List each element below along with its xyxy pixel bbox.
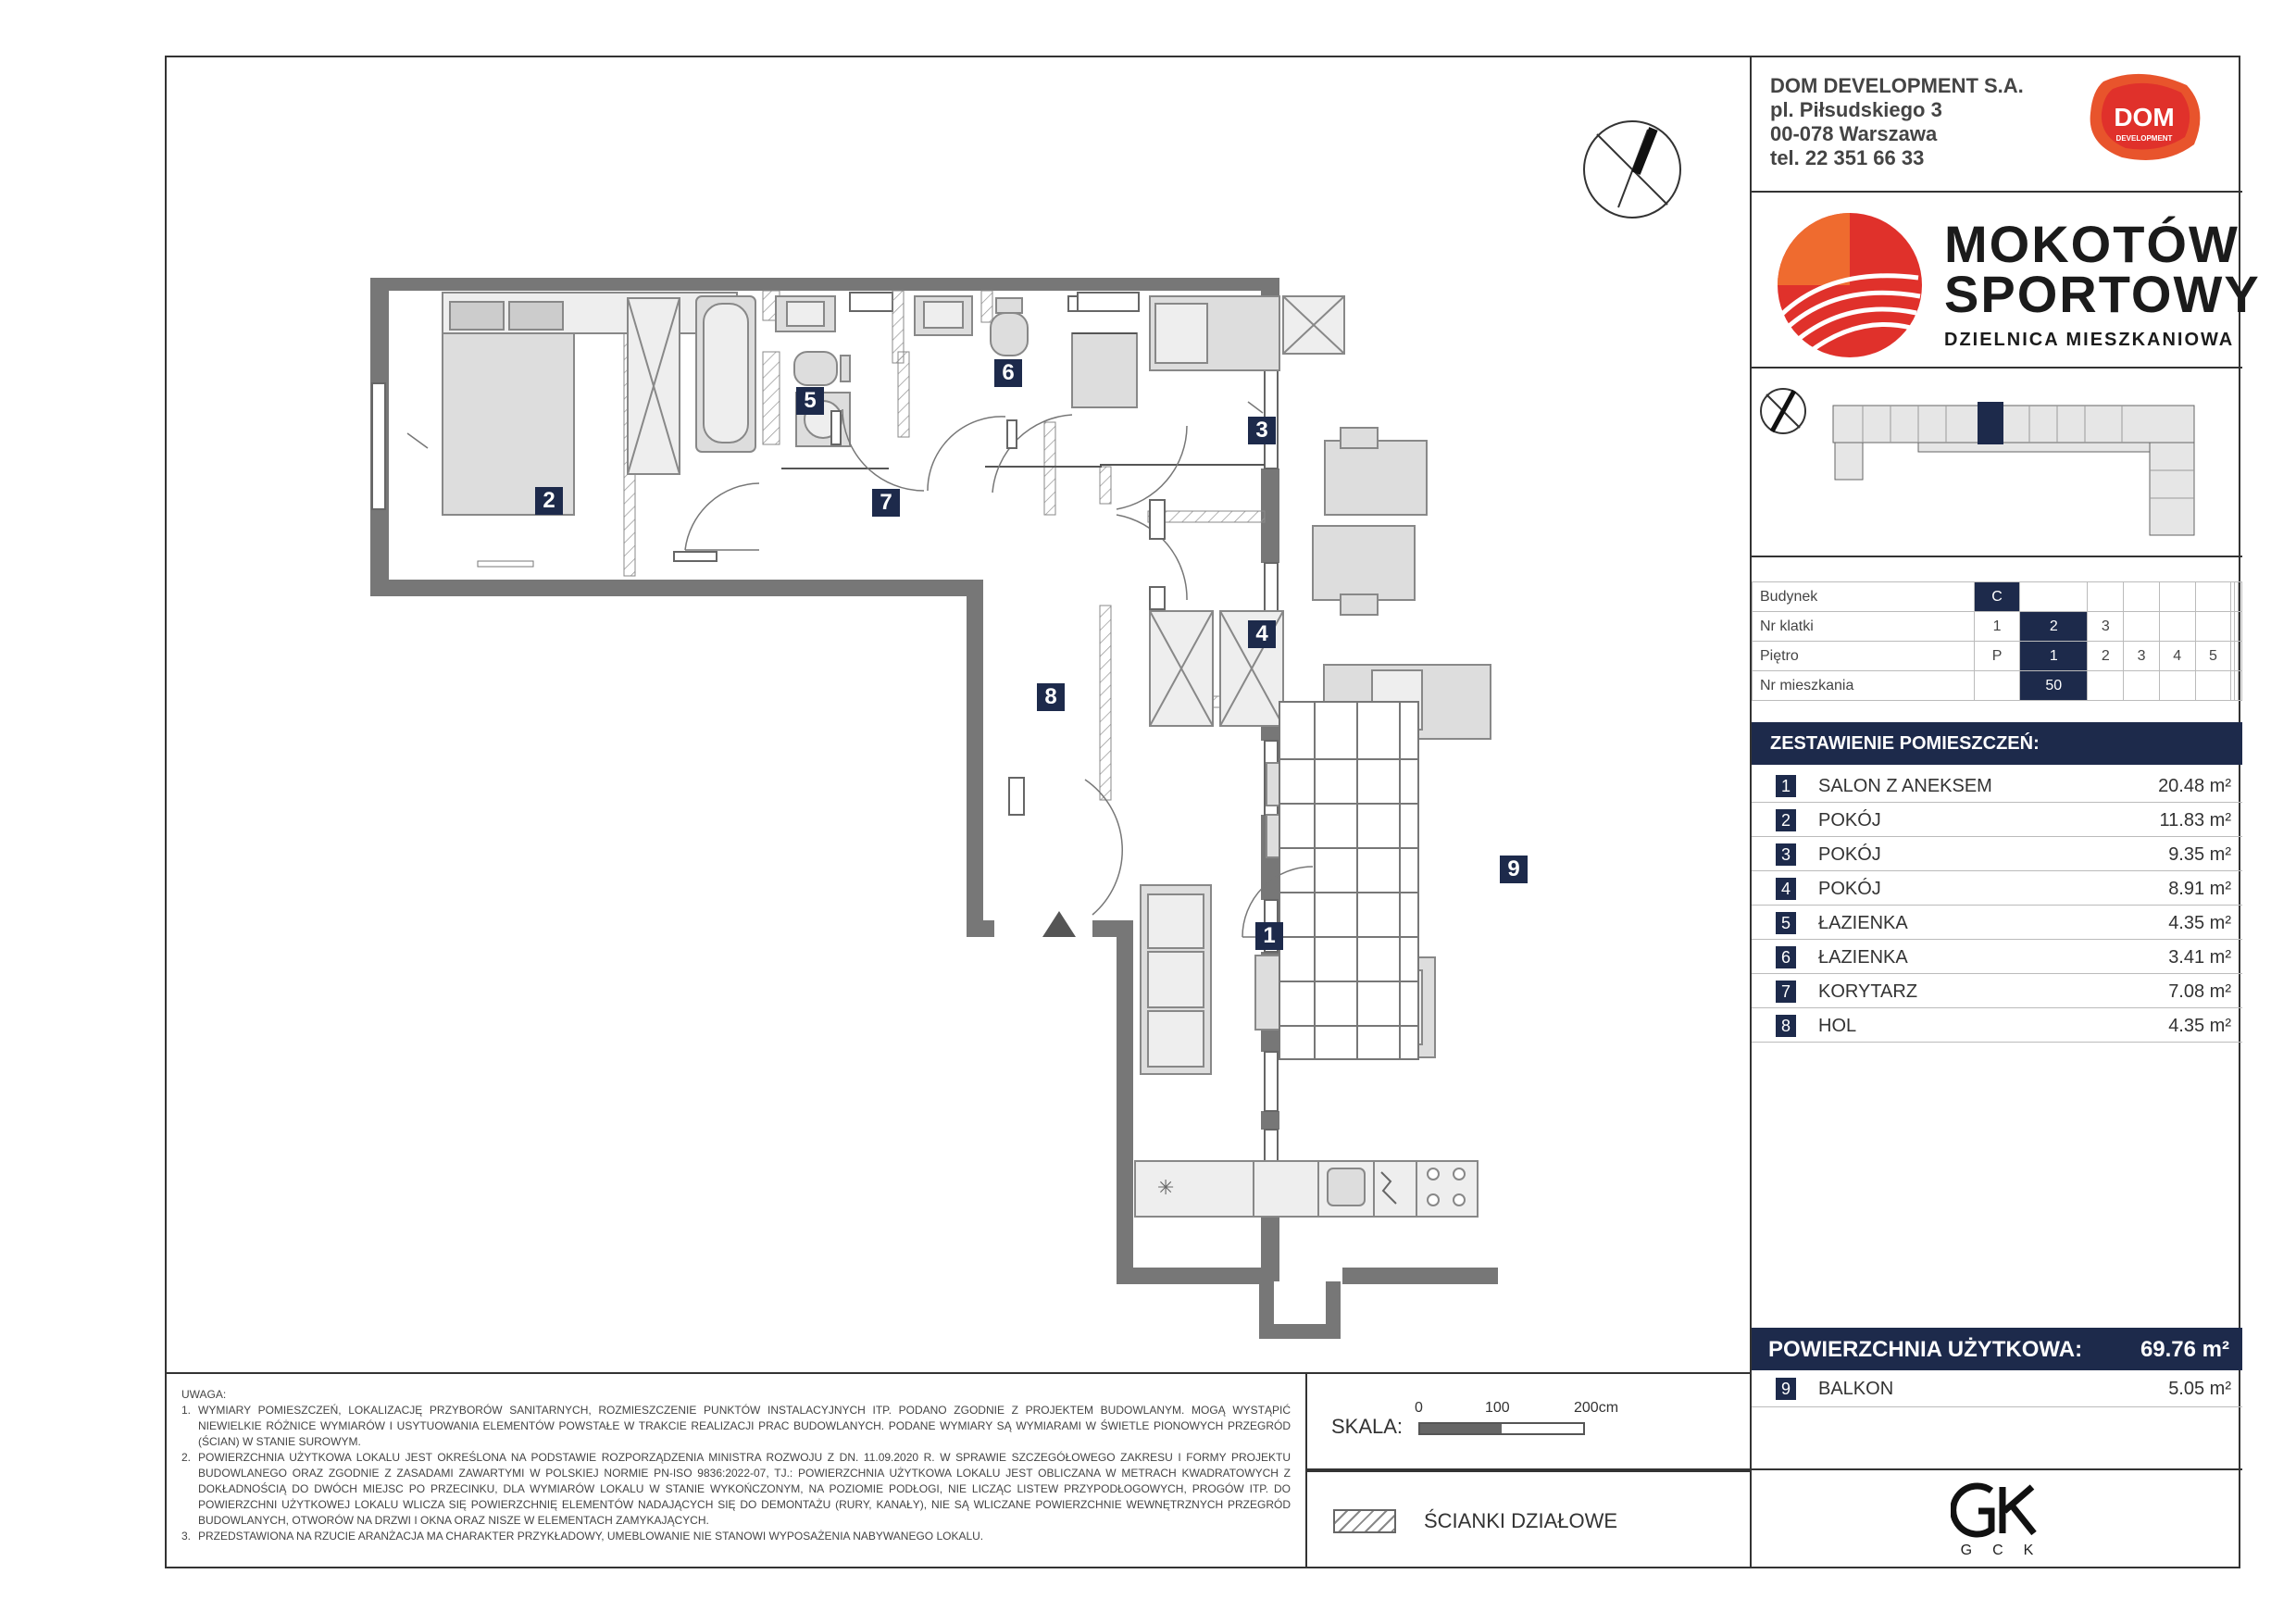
- scale-bar: [1418, 1422, 1585, 1435]
- legend-label: ŚCIANKI DZIAŁOWE: [1424, 1509, 1618, 1532]
- legend-box: [1307, 1470, 1750, 1568]
- rooms-list: [1752, 768, 2242, 1043]
- floor-plan: [167, 57, 1750, 1372]
- dom-development-logo: [2085, 72, 2203, 163]
- entrance-arrow-icon: [1042, 911, 1076, 937]
- dom-logo-text: DOM: [2114, 103, 2175, 131]
- info-panel: [1750, 57, 2261, 1568]
- room-label-8: 8: [1037, 683, 1065, 711]
- building-label: Budynek: [1753, 582, 1975, 612]
- bed-room-2: [443, 293, 737, 515]
- sheet-frame: [165, 56, 2261, 1568]
- dom-logo-subtext: DEVELOPMENT: [2115, 134, 2173, 143]
- developer-street: pl. Piłsudskiego 3: [1770, 98, 1942, 121]
- wardrobe-room-2: [628, 298, 680, 474]
- room-label-4: 4: [1248, 620, 1276, 648]
- room-row: 7 KORYTARZ 7.08 m²: [1752, 974, 2242, 1008]
- key-plan-drawing: [1752, 369, 2242, 557]
- project-name-line-1: MOKOTÓW: [1944, 215, 2240, 273]
- rooms-header: ZESTAWIENIE POMIESZCZEŃ:: [1752, 722, 2242, 765]
- developer-city: 00-078 Warszawa: [1770, 122, 1938, 145]
- staircase-label: Nr klatki: [1753, 612, 1975, 642]
- total-value: 69.76 m²: [2140, 1337, 2229, 1362]
- room-row: 2 POKÓJ 11.83 m²: [1752, 803, 2242, 837]
- room-row: 6 ŁAZIENKA 3.41 m²: [1752, 940, 2242, 974]
- gck-logo-box: [1752, 1468, 2242, 1568]
- total-label: POWIERZCHNIA UŻYTKOWA:: [1768, 1337, 2083, 1362]
- room-label-7: 7: [872, 489, 900, 517]
- developer-info: [1752, 57, 2242, 193]
- project-subtitle: DZIELNICA MIESZKANIOWA: [1944, 330, 2235, 350]
- note-item: 3. PRZEDSTAWIONA NA RZUCIE ARANŻACJA MA CHARAKTER PRZYKŁADOWY, UMEBLOWANIE NIE STANOWI WYPOSAŻENIA NABYWANEGO LOKALU.: [181, 1530, 984, 1543]
- room-label-5: 5: [796, 387, 824, 415]
- key-plan-compass-icon: [1761, 389, 1805, 433]
- apartment-row: [1753, 671, 2242, 701]
- room-row: 1 SALON Z ANEKSEM 20.48 m²: [1752, 768, 2242, 803]
- building-row: [1753, 582, 2242, 612]
- room-row: 3 POKÓJ 9.35 m²: [1752, 837, 2242, 871]
- project-brand: [1752, 193, 2261, 369]
- staircase-row: Nr klatki 1 2 3: [1753, 612, 2242, 642]
- room-label-9: 9: [1500, 856, 1528, 883]
- room-label-6: 6: [994, 359, 1022, 387]
- scale-tick-200: 200cm: [1574, 1400, 1619, 1416]
- balcony-grid: [1279, 702, 1418, 1059]
- scale-tick-100: 100: [1485, 1400, 1510, 1416]
- room-row: 5 ŁAZIENKA 4.35 m²: [1752, 906, 2242, 940]
- bed-room-3: [1150, 296, 1427, 515]
- gck-logo: [1951, 1481, 2043, 1539]
- north-compass-icon: [1584, 121, 1680, 218]
- mokotow-sportowy-logo: [1776, 211, 1924, 359]
- floor-plan-drawing: [167, 57, 1750, 1372]
- room-row: 4 POKÓJ 8.91 m²: [1752, 871, 2242, 906]
- key-plan: [1752, 369, 2242, 557]
- scale-box: [1307, 1372, 1750, 1470]
- usable-area-total: [1752, 1328, 2242, 1370]
- project-name-line-2: SPORTOWY: [1944, 265, 2261, 323]
- scale-tick-0: 0: [1415, 1400, 1423, 1416]
- developer-name: DOM DEVELOPMENT S.A.: [1770, 74, 2024, 97]
- notes: [167, 1372, 1307, 1568]
- room-row: 8 HOL 4.35 m²: [1752, 1008, 2242, 1043]
- note-item: 2. POWIERZCHNIA UŻYTKOWA LOKALU JEST OKREŚLONA NA PODSTAWIE ROZPORZĄDZENIA MINISTRA ROZWOJU Z DN. 11.09.2020 R. W SPRAWIE SZCZEGÓŁOWEGO ZAKRESU I FORMY PROJEKTU BUDOWLANEGO ORAZ ZGODNIE Z ZASADAMI ZAWARTYMI W POLSKIEJ NORMIE PN-ISO 9836:2022-07, TJ.: POWIERZCHNIA UŻYTKOWA LOKALU JEST OBLICZANA W METRACH KWADRATOWYCH Z DOKŁADNOŚCIĄ DO DWÓCH MIEJSC PO PRZECINKU, DLA WYMIARÓW LOKALU W STANIE WYKOŃCZONYM, NA POZIOMIE PODŁOGI, NIE LICZĄC LISTEW PRZYPODŁOGOWYCH, PROGÓW ITP. DO POWIERZCHNI UŻYTKOWEJ LOKALU WLICZA SIĘ POWIERZCHNIĘ ELEMENTÓW NADAJĄCYCH SIĘ DO DEMONTAŻU (RURY, KANAŁY), NIE SĄ WLICZANE POWIERZCHNIE WEWNĘTRZNYCH PRZEGRÓD BUDOWLANYCH, OTWORÓW NA DRZWI I OKNA ORAZ NISZE W ELEMENTACH ZAMYKAJĄCYCH.: [181, 1451, 1291, 1527]
- room-label-3: 3: [1248, 417, 1276, 444]
- apartment-label: Nr mieszkania: [1753, 671, 1975, 701]
- svg-text:✳: ✳: [1157, 1176, 1175, 1199]
- partition-wall-swatch: [1333, 1509, 1396, 1533]
- developer-phone: tel. 22 351 66 33: [1770, 146, 1925, 169]
- floor-row: Piętro P 1 2 3 4 5: [1753, 642, 2242, 671]
- scale-label: SKALA:: [1331, 1415, 1404, 1438]
- notes-title: UWAGA:: [181, 1388, 227, 1401]
- apartment-number: 50: [2020, 671, 2088, 701]
- apartment-info-table: [1752, 581, 2242, 701]
- note-item: 1. WYMIARY POMIESZCZEŃ, LOKALIZACJĘ PRZYBORÓW SANITARNYCH, ROZMIESZCZENIE PUNKTÓW INSTALACYJNYCH ITP. PODANO ZGODNIE Z PROJEKTEM BUDOWLANYM. MOGĄ WYSTĄPIĆ NIEWIELKIE RÓŻNICE WYMIARÓW I USYTUOWANIA ELEMENTÓW POWSTAŁE W TRAKCIE REALIZACJI PRAC BUDOWLANYCH. PODANE WYMIARY SĄ WYMIARAMI W ŚWIETLE PIONOWYCH PRZEGRÓD (ŚCIAN) W STANIE SUROWYM.: [181, 1404, 1291, 1448]
- floor-label: Piętro: [1753, 642, 1975, 671]
- building-value: C: [1975, 582, 2020, 612]
- bathroom-6-fixtures: [915, 296, 1137, 407]
- balcony-row: 9 BALKON 5.05 m²: [1752, 1370, 2242, 1407]
- kitchen-counter: [1135, 1161, 1478, 1217]
- room-label-2: 2: [535, 487, 563, 515]
- gck-text: GCK: [1960, 1543, 2054, 1558]
- room-label-1: 1: [1255, 922, 1283, 950]
